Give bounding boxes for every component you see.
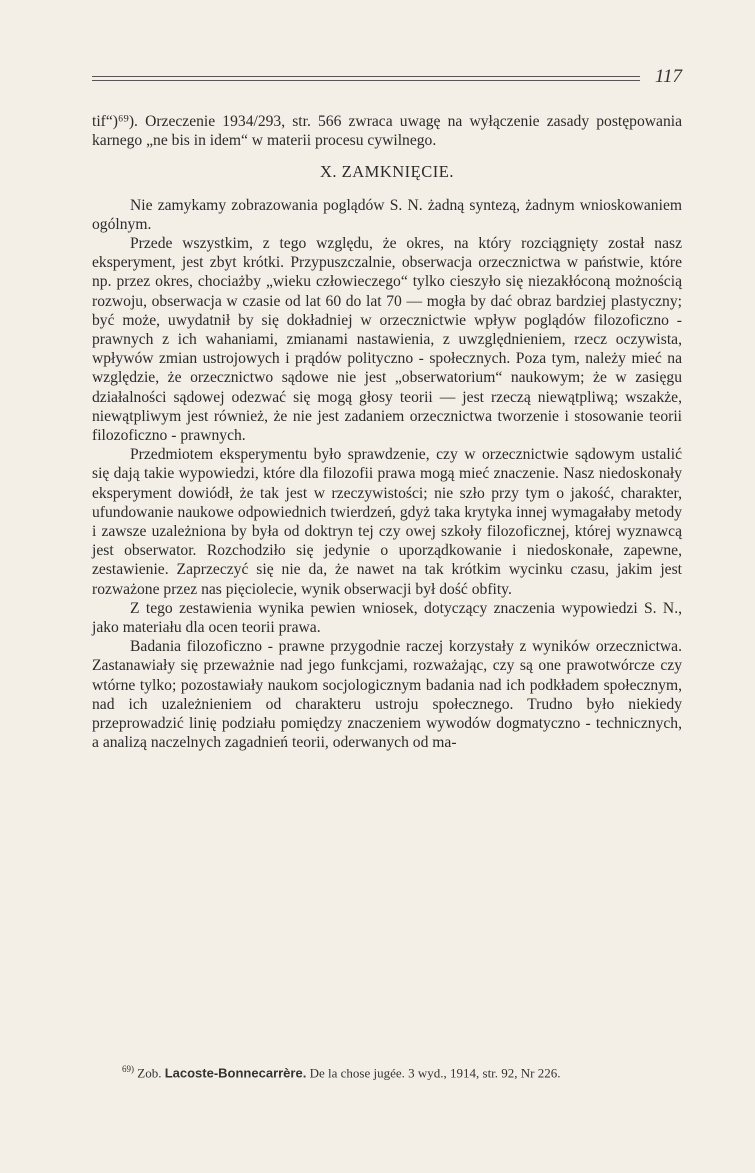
paragraph: Badania filozoficzno - prawne przygodnie raczej korzystały z wyników orzecznictwa. Zastanawiały się przeważnie nad jego funkcjami, rozważając, czy są one prawotwórcze czy wtórne tylko; pozostawiały naukom socjologicznym badania nad ich podkładem społecznym, nad ich uzależnieniem od charakteru ustroju społecznego. Trudno było niekiedy przeprowadzić linię podziału pomiędzy znaczeniem wywodów dogmatyczno - technicznych, a analizą naczelnych zagadnień teorii, oderwanych od ma-: [92, 638, 682, 752]
header-rule: [92, 76, 640, 77]
footnote-marker: 69): [122, 1064, 134, 1074]
section-title: X. ZAMKNIĘCIE.: [320, 162, 454, 182]
paragraph: Przede wszystkim, z tego względu, że okres, na który rozciągnięty został nasz eksperyment, jest zbyt krótki. Przypuszczalnie, obserwacja orzecznictwa w państwie, które np. przez okres, chociażby „wieku człowieczego“ tylko cieszyło się niezakłóconą możnością rozwoju, obserwacja w czasie od lat 60 do lat 70 — mogła by dać obraz bardziej plastyczny; być może, uwydatnił by się dokładniej w orzecznictwie wpływ poglądów filozoficzno - prawnych z ich wahaniami, zmianami nastawienia, z uwzględnieniem, rzecz oczywista, wpływów zmian ustrojowych i prądów polityczno - społecznych. Poza tym, należy mieć na względzie, że orzecznictwo sądowe nie jest „obserwatorium“ naukowym; że w zasięgu działalności sądowej odezwać się mogą głosy teorii — jest rzeczą niewątpliwą; wszakże, niewątpliwym jest również, że nie jest zadaniem orzecznictwa tworzenie i stosowanie teorii filozoficzno - prawnych.: [92, 235, 682, 445]
header-rule: [92, 80, 640, 81]
paragraph: Przedmiotem eksperymentu było sprawdzenie, czy w orzecznictwie sądowym ustalić się dają takie wypowiedzi, które dla filozofii prawa mogą mieć znaczenie. Nasz niedoskonały eksperyment dowiódł, że tak jest w rzeczywistości; nie szło przy tym o jakość, charakter, ufundowanie naukowe odpowiednich twierdzeń, gdyż taka krytyka innej wymagałaby metody i zawsze uzależniona by była od doktryn tej czy owej szkoły filozoficznej, której wyznawcą jest obserwator. Rozchodziło się jedynie o uporządkowanie i niedoskonałe, zapewne, zestawienie. Zaprzeczyć się nie da, że nawet na tak krótkim wycinku czasu, jakim jest rozważone przez nas pięciolecie, wynik obserwacji był dość obfity.: [92, 446, 682, 598]
footnote-prefix: Zob.: [137, 1065, 162, 1081]
footnote-author: Lacoste-Bonnecarrère.: [164, 1065, 307, 1081]
paragraph: Z tego zestawienia wynika pewien wniosek, dotyczący znaczenia wypowiedzi S. N., jako materiału dla ocen teorii prawa.: [92, 599, 682, 637]
paragraph: tif“)⁶⁹). Orzeczenie 1934/293, str. 566 zwraca uwagę na wyłączenie zasady postępowania karnego „ne bis in idem“ w materii procesu cywilnego.: [92, 113, 682, 150]
footnote-text: De la chose jugée. 3 wyd., 1914, str. 92, Nr 226.: [309, 1065, 561, 1081]
body-text: [92, 112, 682, 753]
page-number: 117: [654, 66, 682, 87]
paragraph: Nie zamykamy zobrazowania poglądów S. N. żadną syntezą, żadnym wnioskowaniem ogólnym.: [92, 196, 682, 233]
page-header: [92, 66, 682, 96]
footnote: [92, 1060, 682, 1082]
